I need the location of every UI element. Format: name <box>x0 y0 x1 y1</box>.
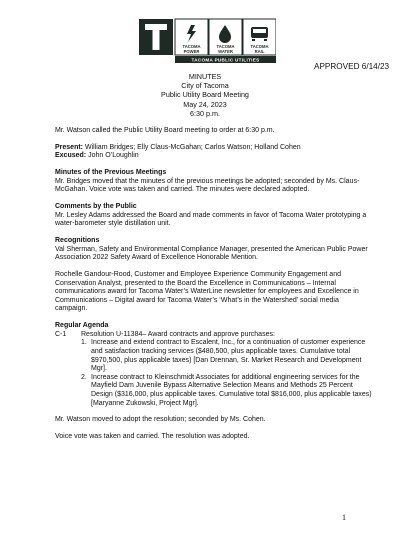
recognitions-text-2: Rochelle Gandour-Rood, Customer and Employee Experience Community Engagement and Conservation Analyst, presented to the Board the Excellence in Communications – Internal communications award for Tacoma Water’s WaterLine newsletter for employees and Excellence in Communications – Digital award for Tacoma Water’s ‘What’s in the Watershed’ social media campaign. <box>55 271 359 313</box>
excused-label: Excused: <box>55 152 87 160</box>
agenda-item-code: C-1 <box>55 330 67 338</box>
agenda-item <box>55 331 373 340</box>
header-title: MINUTES <box>188 72 222 81</box>
present-names: William Bridges; Elly Claus-McGahan; Carlos Watson; Holland Cohen <box>84 143 301 151</box>
logo-footer-text: TACOMA PUBLIC UTILITIES <box>191 57 260 63</box>
header-board: Public Utility Board Meeting <box>161 90 249 100</box>
minutes-prev-heading: Minutes of the Previous Meetings <box>55 169 167 177</box>
minutes-body <box>55 127 373 442</box>
vote-text: Voice vote was taken and carried. The resolution was adopted. <box>55 433 250 441</box>
comments-heading: Comments by the Public <box>55 203 137 211</box>
rail-label-2: RAIL <box>254 49 265 54</box>
approved-stamp: APPROVED 6/14/23 <box>314 62 390 71</box>
power-label-2: POWER <box>183 49 200 54</box>
call-to-order: Mr. Watson called the Public Utility Board meeting to order at 6:30 p.m. <box>55 127 275 134</box>
excused-names: John O’Loughlin <box>88 152 139 160</box>
header-city: City of Tacoma <box>181 81 229 91</box>
tacoma-public-utilities-logo <box>139 17 276 63</box>
rail-label-1: TACOMA <box>250 44 269 49</box>
tpu-logo-mark <box>139 17 276 63</box>
motion-text: Mr. Watson moved to adopt the resolution; seconded by Ms. Cohen. <box>55 416 266 424</box>
comments-text: Mr. Lesley Adams addressed the Board and made comments in favor of Tacoma Water prototyping a water-barometer style distillation unit. <box>55 211 367 228</box>
present-label: Present: <box>55 143 84 151</box>
header-time: 6:30 p.m. <box>190 108 220 118</box>
minutes-header <box>0 72 410 118</box>
power-label-1: TACOMA <box>182 44 201 49</box>
list-item <box>81 374 373 408</box>
excused-line <box>55 152 373 161</box>
subitem-number: 2. <box>81 373 87 381</box>
header-date: May 24, 2023 <box>183 99 227 109</box>
subitem-text: Increase and extend contract to Escalent, Inc., for a continuation of customer experience and satisfaction tracking services ($480,500, plus applicable taxes. Cumulative total $970,500, plus applicable taxes) [Dan Drennan, Sr. Market Research and Development Mgr]. <box>91 339 366 373</box>
subitem-number: 1. <box>81 339 87 347</box>
agenda-item-title: Resolution U-11384– Award contracts and approve purchases: <box>81 330 275 338</box>
recognitions-heading: Recognitions <box>55 237 100 245</box>
list-item <box>81 339 373 373</box>
agenda-subitems <box>81 339 373 408</box>
page-number: 1 <box>342 513 346 522</box>
water-label-1: TACOMA <box>216 44 235 49</box>
subitem-text: Increase contract to Kleinschmidt Associates for additional engineering services for the Mayfield Dam Juvenile Bypass Alternative Selection Means and Methods 25 Percent Design ($316,000, plus applicable taxes. Cumulative total $816,000, plus applicable taxes) [Maryanne Zukowski, Project Mgr]. <box>91 373 372 407</box>
present-line <box>55 144 373 153</box>
minutes-prev-text: Mr. Bridges moved that the minutes of the previous meetings be adopted; seconded by Ms. Claus-McGahan. Voice vote was taken and carried. The minutes were declared adopted. <box>55 177 360 194</box>
water-label-2: WATER <box>218 49 233 54</box>
recognitions-text-1: Val Sherman, Safety and Environmental Compliance Manager, presented the American Public Power Association 2022 Safety Award of Excellence Honorable Mention. <box>55 245 368 262</box>
regular-agenda-heading: Regular Agenda <box>55 322 109 330</box>
